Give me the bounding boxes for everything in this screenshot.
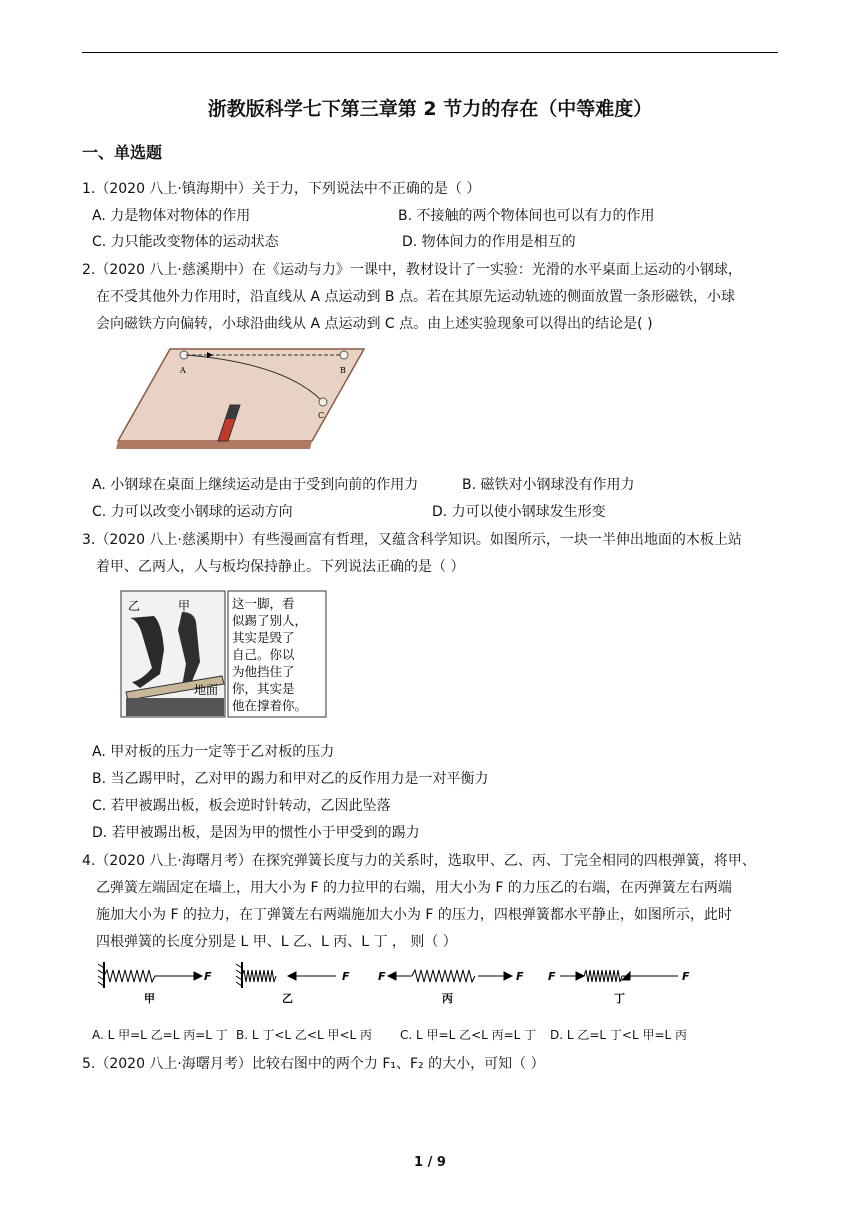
q3-option-a[interactable]: A. 甲对板的压力一定等于乙对板的压力 <box>92 744 335 760</box>
fig-quote-line: 其实是毁了 <box>232 630 295 645</box>
cartoon-figure <box>120 590 330 720</box>
spring-label-ding: 丁 <box>614 992 625 1005</box>
fig-quote-line: 为他挡住了 <box>232 664 295 679</box>
page-title: 浙教版科学七下第三章第 2 节力的存在（中等难度） <box>207 98 653 120</box>
spring-label-yi: 乙 <box>282 992 293 1005</box>
force-label: F <box>378 970 386 983</box>
q4-stem-line-3: 施加大小为 F 的拉力，在丁弹簧左右两端施加大小为 F 的压力，四根弹簧都水平静止，如图所示，此时 <box>96 907 732 923</box>
q2-stem-line-3: 会向磁铁方向偏转，小球沿曲线从 A 点运动到 C 点。由上述实验现象可以得出的结论是( ) <box>96 316 653 332</box>
q3-option-b[interactable]: B. 当乙踢甲时，乙对甲的踢力和甲对乙的反作用力是一对平衡力 <box>92 771 489 787</box>
fig-label-c: C <box>318 411 325 420</box>
fig-label-b: B <box>340 366 346 375</box>
q1-option-b[interactable]: B. 不接触的两个物体间也可以有力的作用 <box>398 208 655 224</box>
fig-quote-line: 似踢了别人， <box>232 613 308 628</box>
q1-option-d[interactable]: D. 物体间力的作用是相互的 <box>402 234 576 250</box>
header-rule <box>82 52 778 53</box>
q2-option-a[interactable]: A. 小钢球在桌面上继续运动是由于受到向前的作用力 <box>92 477 419 493</box>
q1-stem: 1.（2020 八上·镇海期中）关于力，下列说法中不正确的是（ ） <box>82 181 481 197</box>
q4-stem-line-4: 四根弹簧的长度分别是 L 甲、L 乙、L 丙、L 丁 ， 则（ ） <box>96 934 457 950</box>
fig-label-a: A <box>180 366 186 375</box>
q2-stem-line-1: 2.（2020 八上·慈溪期中）在《运动与力》一课中，教材设计了一实验：光滑的水平桌面上运动的小钢球， <box>82 262 742 278</box>
force-label: F <box>204 970 212 983</box>
q2-option-c[interactable]: C. 力可以改变小钢球的运动方向 <box>92 504 293 520</box>
q1-option-c[interactable]: C. 力只能改变物体的运动状态 <box>92 234 279 250</box>
force-label: F <box>682 970 690 983</box>
force-label: F <box>548 970 556 983</box>
fig-person-jia: 甲 <box>178 599 191 613</box>
q3-option-d[interactable]: D. 若甲被踢出板，是因为甲的惯性小于甲受到的踢力 <box>92 825 420 841</box>
spring-label-bing: 丙 <box>442 992 453 1005</box>
q4-stem-line-1: 4.（2020 八上·海曙月考）在探究弹簧长度与力的关系时，选取甲、乙、丙、丁完全相同的四根弹簧，将甲、 <box>82 853 756 869</box>
page-number: 1 / 9 <box>414 1155 446 1170</box>
section-heading: 一、单选题 <box>82 143 163 162</box>
q2-option-d[interactable]: D. 力可以使小钢球发生形变 <box>432 504 606 520</box>
q1-option-a[interactable]: A. 力是物体对物体的作用 <box>92 208 251 224</box>
q2-option-b[interactable]: B. 磁铁对小钢球没有作用力 <box>462 477 635 493</box>
spring-label-jia: 甲 <box>144 992 155 1005</box>
q3-stem-line-1: 3.（2020 八上·慈溪期中）有些漫画富有哲理，又蕴含科学知识。如图所示，一块一半伸出地面的木板上站 <box>82 532 742 548</box>
force-label: F <box>342 970 350 983</box>
q2-stem-line-2: 在不受其他外力作用时，沿直线从 A 点运动到 B 点。若在其原先运动轨迹的侧面放置一条形磁铁，小球 <box>96 289 735 305</box>
fig-quote-line: 你，其实是 <box>232 681 295 696</box>
fig-quote-line: 他在撑着你。 <box>232 698 308 713</box>
magnet-experiment-figure <box>112 343 370 455</box>
springs-figure <box>96 958 696 1006</box>
q3-option-c[interactable]: C. 若甲被踢出板，板会逆时针转动，乙因此坠落 <box>92 798 391 814</box>
q4-option-c[interactable]: C. L 甲=L 乙<L 丙=L 丁 <box>400 1028 537 1042</box>
q5-stem: 5.（2020 八上·海曙月考）比较右图中的两个力 F₁、F₂ 的大小，可知（ ） <box>82 1056 545 1072</box>
fig-ground-label: 地面 <box>194 683 219 697</box>
fig-quote-line: 自己。你以 <box>232 647 295 662</box>
q3-stem-line-2: 着甲、乙两人，人与板均保持静止。下列说法正确的是（ ） <box>96 559 465 575</box>
q4-option-a[interactable]: A. L 甲=L 乙=L 丙=L 丁 <box>92 1028 228 1042</box>
force-label: F <box>516 970 524 983</box>
q4-stem-line-2: 乙弹簧左端固定在墙上，用大小为 F 的力拉甲的右端，用大小为 F 的力压乙的右端，在丙弹簧左右两端 <box>96 880 732 896</box>
fig-person-yi: 乙 <box>128 599 141 613</box>
q4-option-d[interactable]: D. L 乙=L 丁<L 甲=L 丙 <box>550 1028 688 1042</box>
fig-quote-line: 这一脚，看 <box>232 596 295 611</box>
q4-option-b[interactable]: B. L 丁<L 乙<L 甲<L 丙 <box>236 1028 373 1042</box>
